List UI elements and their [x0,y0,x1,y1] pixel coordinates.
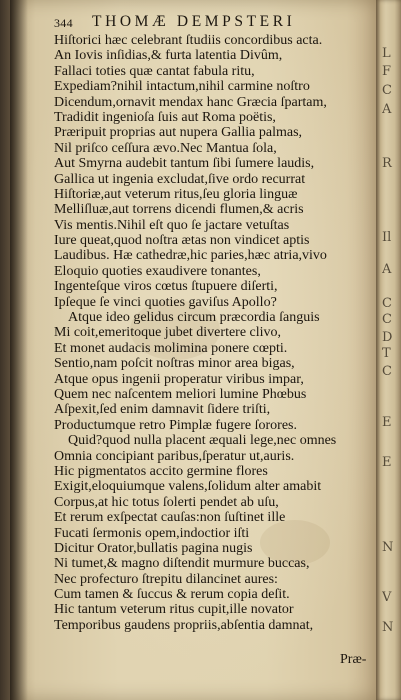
text-line: Eloquio quoties exaudivere tonantes, [54,263,261,279]
next-page-edge-letter: C [382,364,392,379]
text-line: Fucati ſermonis opem,indoctior iſti [54,525,250,541]
next-page-edge-letter: F [382,64,392,79]
text-line: Et monet audacis molimina ponere cœpti. [54,340,288,356]
text-line: Hiſtorici hæc celebrant ſtudiis concordibus acta. [54,33,323,48]
text-line: Dicendum,ornavit mendax hanc Græcia ſpartam, [54,94,327,110]
running-head: THOMÆ DEMPSTERI [92,13,296,30]
next-page-edge-letter: E [382,415,392,430]
text-line: Melliſluæ,aut torrens dicendi flumen,& acris [54,202,304,218]
next-page-edge-letter: V [382,590,392,605]
book-page [10,0,376,700]
catchword: Præ- [340,652,367,667]
text-line: Atque ideo gelidus circum præcordia ſanguis [68,310,320,326]
next-page-edge-letter: C [382,83,392,98]
text-line: Quem nec naſcentem meliori lumine Phœbus [54,386,307,402]
page-header [54,12,374,32]
next-page-edge-letter: D [382,330,393,345]
text-line: Nec profecturo ſtrepitu dilancinet aures: [54,571,278,587]
page-number: 344 [54,16,73,30]
next-page-edge [376,0,401,700]
text-line: Iure queat,quod noſtra ætas non vindicet aptis [54,233,310,249]
text-line: Nil priſco ceſſura ævo.Nec Mantua ſola, [54,140,277,156]
next-page-edge-letter: R [382,156,392,171]
text-line: Sentio,nam poſcit noſtras minor area bigas, [54,356,295,372]
text-line: Atque opus ingenii properatur viribus impar, [54,371,304,387]
next-page-edge-letter: E [382,455,392,470]
text-line: Hic tantum veterum ritus cupit,ille novator [54,602,294,618]
text-line: Ingenteſque viros cœtus ſtupuere diſerti, [54,279,278,295]
next-page-edge-letter: N [382,540,394,555]
text-line: Et rerum exſpectat cauſas:non ſuſtinet ille [54,510,286,526]
text-line: Præripuit proprias aut nupera Gallia palmas, [54,125,303,141]
text-line: Quid?quod nulla placent æquali lege,nec omnes [68,433,337,449]
next-page-edge-letter: A [382,102,392,117]
text-line: Laudibus. Hæ cathedræ,hic paries,hæc atria,vivo [54,248,327,264]
text-line: Ipſeque ſe vinci quoties gaviſus Apollo? [54,294,277,310]
gutter-shadow [10,0,28,700]
text-line: Hic pigmentatos accito germine flores [54,463,268,479]
text-line: Tradidit ingenioſa ſuis aut Roma poëtis, [54,109,276,125]
next-page-edge-letter: C [382,312,392,327]
text-line: Omnia concipiant paribus,ſperatur ut,auris. [54,448,295,464]
text-line: Temporibus gaudens propriis,abſentia damnat, [54,617,314,633]
text-line: Dicitur Orator,bullatis pagina nugis [54,540,253,556]
next-page-edge-letter: A [382,262,392,277]
text-line: Corpus,at hic totus ſolerti pendet ab uſu, [54,494,279,510]
next-page-edge-letter: C [382,296,392,311]
text-line: Productumque retro Pimplæ fugere ſorores. [54,417,298,433]
text-line: An Iovis inſidias,& furta latentia Divûm, [54,48,283,64]
text-line: Fallaci toties quæ cantat fabula ritu, [54,63,255,79]
text-line: Ni tumet,& magno diſtendit murmure buccas, [54,556,310,572]
text-line: Aſpexit,ſed enim damnavit ſidere triſti, [54,402,271,418]
next-page-edge-letter: T [382,346,391,361]
next-page-edge-letter: N [382,620,394,635]
text-line: Gallica ut ingenia excludat,ſive ordo recurrat [54,171,306,187]
text-line: Aut Smyrna audebit tantum ſibi ſumere laudis, [54,156,315,172]
text-line: Expediam?nihil intactum,nihil carmine noſtro [54,79,310,95]
text-line: Cum tamen & ſuccus & rerum copia deſit. [54,587,290,603]
next-page-edge-letter: Il [382,230,392,245]
text-line: Mi coit,emeritoque jubet divertere clivo, [54,325,282,341]
text-line: Hiſtoriæ,aut veterum ritus,ſeu gloria linguæ [54,186,298,202]
next-page-edge-letter: L [382,46,391,61]
text-line: Vis mentis.Nihil eſt quo ſe jactare vetuſtas [54,217,290,233]
poem-text-block [54,33,382,633]
text-line: Exigit,eloquiumque valens,ſolidum alter amabit [54,479,322,495]
